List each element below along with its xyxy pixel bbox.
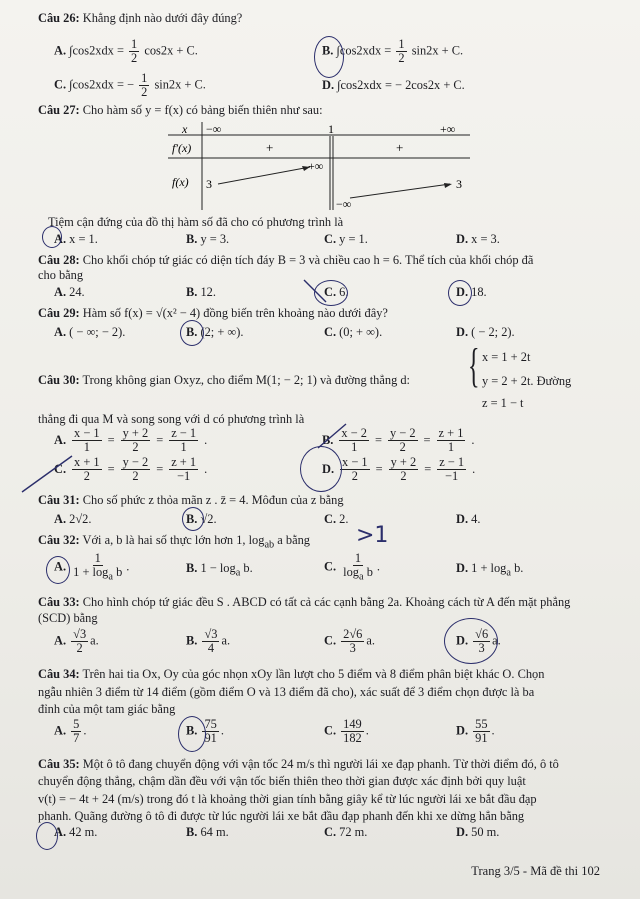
q27-title: Câu 27: [38, 103, 80, 117]
q26-c-num: 1 [141, 71, 148, 85]
q34-title: Câu 34: [38, 667, 80, 681]
q26-a-num: 1 [131, 37, 138, 51]
q35-option-d [456, 826, 499, 840]
q30-a-z-den: 1 [180, 440, 187, 455]
q26-c-rhs: sin2x + C. [154, 77, 206, 92]
q26-title: Câu 26: [38, 11, 80, 25]
q30-c-pen-cross [18, 452, 78, 496]
q33-option-b [186, 628, 230, 655]
q31-b-label: B. [186, 512, 198, 526]
q30-option-a [54, 427, 207, 454]
q35-text2: chuyển động thẳng, chậm dần đều với vận tốc biến thiên theo thời gian được xác định bởi quy luật [38, 774, 526, 788]
q27-variation-table [160, 122, 480, 212]
q31-text: Cho số phức z thỏa mãn z . z̄ = 4. Môđun của z bằng [82, 493, 344, 507]
q30-a-dot: . [204, 432, 208, 447]
q26-c-frac [139, 72, 149, 99]
q30-d-x-num: x − 1 [342, 455, 368, 469]
q30-text2: thẳng đi qua M và song song với d có phương trình là [38, 412, 305, 426]
q30-text: Trong không gian Oxyz, cho điểm M(1; − 2; 1) và đường thẳng d: [82, 373, 410, 387]
q30-b-eq2: = [423, 432, 431, 447]
q27-stem [38, 104, 323, 118]
q33-c-label: C. [324, 633, 337, 648]
q28-stem [38, 254, 533, 268]
q34-a-den: 7 [73, 731, 80, 746]
q31-option-a [54, 513, 91, 527]
q35-option-c [324, 826, 367, 840]
q30-sys-line2 [482, 374, 571, 389]
q32-c-label: C. [324, 559, 337, 574]
q26-b-den: 2 [398, 51, 405, 66]
q32-option-b [186, 562, 253, 579]
q32-a-den-sub: a [108, 571, 113, 583]
q33-text2: (SCD) bằng [38, 611, 98, 625]
q27-c-text: y = 1. [339, 232, 368, 246]
q34-a-label: A. [54, 723, 67, 738]
q32-a-den-text: 1 + log [73, 565, 109, 580]
table-f-end: 3 [456, 177, 462, 191]
q30-d-z-frac [437, 456, 466, 483]
q33-stem [38, 596, 570, 610]
table-f-start: 3 [206, 177, 212, 191]
q33-text: Cho hình chóp tứ giác đều S . ABCD có tất cả các cạnh bằng 2a. Khoảng cách từ A đến mặt phẳng [82, 595, 571, 609]
q30-a-x-den: 1 [83, 440, 90, 455]
q35-text: Một ô tô đang chuyển động với vận tốc 24 m/s thì người lái xe đạp phanh. Từ thời điểm đó, ô tô [82, 757, 559, 771]
q32-a-label: A. [54, 559, 67, 574]
q34-option-b: B. $\frac{75}{91}$ . [186, 717, 224, 746]
q29-title: Câu 29: [38, 306, 80, 320]
q28-option-a [54, 286, 85, 300]
q32-a-num: 1 [94, 551, 101, 565]
q26-a-label: A. [54, 43, 67, 58]
q27-a-text: x = 1. [69, 232, 98, 246]
q33-d-pen-circle [444, 618, 498, 664]
q32-c-den [341, 566, 375, 583]
q33-c-num: 2√6 [343, 627, 363, 641]
q30-c-label: C. [54, 461, 67, 476]
q29-c-text: (0; + ∞). [339, 325, 383, 339]
q29-d-label: D. [456, 325, 469, 339]
q29-a-text: ( − ∞; − 2). [69, 325, 126, 339]
q30-b-eq1: = [374, 432, 382, 447]
q32-d-sub: a [506, 567, 511, 579]
q30-b-z-num: z + 1 [438, 426, 464, 440]
q29-a-label: A. [54, 325, 67, 339]
q34-b-den: 91 [204, 731, 217, 746]
q32-text-tail: a bằng [274, 533, 310, 547]
q32-c-den-sub: a [359, 571, 364, 583]
q35-a-text: 42 m. [69, 825, 98, 839]
q30-b-y-den: 2 [399, 440, 406, 455]
q35-b-text: 64 m. [200, 825, 229, 839]
q32-a-pen-circle [46, 556, 70, 584]
q28-d-pen-circle [448, 280, 472, 306]
q29-b-text: (2; + ∞). [200, 325, 244, 339]
q31-d-text: 4. [471, 512, 481, 526]
q30-d-y-num: y + 2 [390, 455, 417, 469]
q31-title: Câu 31: [38, 493, 80, 507]
q35-a-pen-circle [36, 822, 58, 850]
q35-d-text: 50 m. [471, 825, 500, 839]
q34-text: Trên hai tia Ox, Oy của góc nhọn xOy lần lượt cho 5 điểm và 8 điểm phân biệt khác O. Chọn [82, 667, 545, 681]
q30-b-label: B. [322, 432, 334, 447]
q30-c-z-frac [169, 456, 198, 483]
q31-option-c [324, 513, 348, 527]
q30-c-x-den: 2 [83, 469, 90, 484]
q32-c-num: 1 [354, 551, 362, 565]
q29-stem [38, 307, 388, 321]
q34-c-den: 182 [343, 731, 362, 746]
q33-option-c [324, 628, 375, 655]
q30-d-eq2: = [424, 461, 432, 476]
q27-option-d [456, 233, 500, 247]
q28-c-label: C. [324, 285, 337, 299]
q33-d-suffix: a. [492, 633, 501, 648]
q26-a-den: 2 [131, 51, 138, 66]
q33-b-den: 4 [207, 641, 215, 656]
q28-b-label: B. [186, 285, 198, 299]
table-fprime-label: f′(x) [172, 141, 192, 155]
q30-title: Câu 30: [38, 373, 80, 387]
q32-d-tail: b. [510, 561, 524, 575]
q33-d-den: 3 [478, 641, 485, 656]
q30-d-eq1: = [375, 461, 383, 476]
q30-c-z-den: −1 [177, 469, 191, 484]
q29-b-label: B. [186, 325, 198, 339]
q28-d-label: D. [456, 285, 469, 299]
q33-a-den: 2 [76, 641, 83, 656]
q26-option-a [54, 38, 198, 65]
q30-c-z-num: z + 1 [171, 455, 197, 469]
q33-b-suffix: a. [221, 633, 231, 648]
q26-d-label: D. [322, 78, 335, 92]
q31-d-label: D. [456, 512, 469, 526]
q34-d-frac [473, 718, 489, 745]
q35-text4: phanh. Quãng đường ô tô đi được từ lúc người lái xe bắt đầu đạp phanh đến khi xe dừng hẳn bằng [38, 809, 525, 823]
q30-d-pen-circle [300, 446, 342, 492]
q29-b-pen-circle [180, 320, 204, 346]
q30-c-y-den: 2 [132, 469, 139, 484]
q30-d-x-frac [340, 456, 370, 483]
q34-c-frac [341, 718, 364, 745]
q26-a-frac [129, 38, 139, 65]
q29-text: Hàm số f(x) = √(x² − 4) đồng biến trên khoảng nào dưới đây? [82, 306, 388, 320]
q27-text2: Tiệm cận đứng của đồ thị hàm số đã cho có phương trình là [48, 215, 344, 229]
q33-a-frac [71, 628, 88, 655]
q33-a-num: √3 [73, 627, 87, 641]
q34-c-label: C. [324, 723, 337, 738]
q27-d-text: x = 3. [471, 232, 500, 246]
q30-d-y-frac [389, 456, 419, 483]
q33-d-label: D. [456, 633, 469, 648]
q27-b-label: B. [186, 232, 198, 246]
table-sign-left: + [266, 140, 274, 155]
q34-d-num: 55 [475, 717, 488, 731]
q32-d-label: D. [456, 561, 469, 575]
q26-c-label: C. [54, 77, 67, 92]
q28-a-label: A. [54, 285, 67, 299]
q33-title: Câu 33: [38, 595, 80, 609]
q32-b-text: 1 − log [200, 561, 236, 575]
q32-option-a: A. $\frac{1}{1 + \log_a b}$ . [54, 551, 130, 583]
q30-c-eq2: = [156, 461, 164, 476]
q31-a-label: A. [54, 512, 67, 526]
q30-a-x-num: x − 1 [74, 426, 100, 440]
q30-b-y-num: y − 2 [389, 426, 416, 440]
q30-d-x-den: 2 [351, 469, 358, 484]
q33-c-suffix: a. [366, 633, 375, 648]
q33-b-num: √3 [204, 627, 218, 641]
q35-c-label: C. [324, 825, 337, 839]
q34-c-num: 149 [343, 717, 362, 731]
q30-option-d [322, 456, 475, 483]
q31-b-pen-circle [182, 507, 204, 531]
q32-b-tail: b. [240, 561, 253, 575]
q34-text3: đỉnh của một tam giác bằng [38, 702, 176, 716]
q33-b-frac [202, 628, 219, 655]
table-x-label: x [182, 122, 188, 136]
q26-c-den: 2 [141, 85, 148, 100]
q26-option-c [54, 72, 206, 99]
table-x-mid: 1 [328, 122, 334, 136]
q30-d-label: D. [322, 461, 335, 476]
q27-option-b [186, 233, 229, 247]
q30-a-z-frac [169, 427, 198, 454]
q30-d-z-den: −1 [445, 469, 459, 484]
q33-a-suffix: a. [90, 633, 99, 648]
q35-b-label: B. [186, 825, 198, 839]
q35-option-a [54, 826, 97, 840]
q26-b-lhs: ∫cos2xdx = [336, 43, 392, 58]
q30-b-x-den: 1 [351, 440, 358, 455]
q29-c-label: C. [324, 325, 337, 339]
q30-sys-line1: x = 1 + 2t [482, 350, 531, 364]
q30-sys2-tail: Đường [536, 374, 572, 388]
q28-b-text: 12. [200, 285, 216, 299]
q30-a-eq2: = [156, 432, 164, 447]
q34-a-num: 5 [73, 717, 80, 731]
q30-a-y-frac [121, 427, 151, 454]
q30-d-dot: . [472, 461, 476, 476]
q30-a-y-num: y + 2 [122, 426, 149, 440]
q29-option-c [324, 326, 382, 340]
q32-a-den-tail: b [112, 565, 123, 580]
q28-title: Câu 28: [38, 253, 80, 267]
q30-c-dot: . [204, 461, 208, 476]
q31-c-label: C. [324, 512, 337, 526]
q30-b-dot: . [471, 432, 475, 447]
q26-b-frac [396, 38, 406, 65]
q30-d-z-num: z − 1 [439, 455, 465, 469]
q33-c-frac [341, 628, 364, 655]
q34-b-num: 75 [204, 717, 217, 731]
q28-text2: cho bằng [38, 268, 84, 282]
q30-c-y-frac [121, 456, 151, 483]
q34-b-label: B. [186, 723, 198, 738]
table-f-mid-bottom: −∞ [336, 197, 352, 211]
q34-b-pen-circle [178, 716, 206, 752]
q26-b-pen-circle [314, 36, 344, 78]
q35-a-label: A. [54, 825, 67, 839]
q34-stem [38, 668, 544, 682]
q30-a-eq1: = [107, 432, 115, 447]
q32-text: Với a, b là hai số thực lớn hơn 1, log [82, 533, 265, 547]
table-x-left: −∞ [206, 122, 222, 136]
q30-stem [38, 374, 410, 388]
q26-option-d [322, 79, 465, 93]
page-footer: Trang 3/5 - Mã đề thi 102 [471, 864, 600, 878]
q30-a-z-num: z − 1 [171, 426, 197, 440]
q32-d-text: 1 + log [471, 561, 507, 575]
q30-b-y-frac [388, 427, 418, 454]
q33-c-den: 3 [349, 641, 356, 656]
q31-a-text: 2√2. [69, 512, 92, 526]
table-f-mid-top: +∞ [308, 159, 324, 173]
q32-title: Câu 32: [38, 533, 80, 547]
q32-handwritten-note: >1 [356, 523, 389, 548]
q32-stem [38, 534, 310, 551]
q35-option-b [186, 826, 229, 840]
q33-b-label: B. [186, 633, 198, 648]
q32-c-frac [341, 552, 375, 583]
q26-stem [38, 12, 242, 26]
q26-b-label: B. [322, 43, 334, 58]
q27-a-label: A. [54, 232, 67, 246]
q32-a-frac [71, 552, 124, 583]
table-f-label: f(x) [172, 175, 189, 189]
q28-a-text: 24. [69, 285, 85, 299]
q31-option-d [456, 513, 480, 527]
q29-option-a [54, 326, 125, 340]
q27-option-c [324, 233, 368, 247]
q28-d-text: 18. [471, 285, 487, 299]
table-x-right: +∞ [440, 122, 456, 136]
q26-text: Khẳng định nào dưới đây đúng? [82, 11, 243, 25]
q27-b-text: y = 3. [200, 232, 230, 246]
q35-d-label: D. [456, 825, 469, 839]
q27-c-label: C. [324, 232, 337, 246]
q26-b-num: 1 [398, 37, 405, 51]
q33-option-a [54, 628, 99, 655]
q31-stem [38, 494, 344, 508]
q27-d-label: D. [456, 232, 469, 246]
q30-sys-line3: z = 1 − t [482, 396, 524, 410]
q29-option-d [456, 326, 515, 340]
q28-text: Cho khối chóp tứ giác có diện tích đáy B = 3 và chiều cao h = 6. Thể tích của khối chóp đã [82, 253, 534, 267]
q28-option-b [186, 286, 216, 300]
q34-option-a: A. $\frac{5}{7}$ . [54, 717, 87, 746]
q26-a-lhs: ∫cos2xdx = [69, 43, 124, 58]
q35-text3: v(t) = − 4t + 24 (m/s) trong đó t là khoảng thời gian tính bằng giây kể từ lúc người lái xe bắt đầu đạp [38, 792, 537, 806]
q32-option-d [456, 562, 523, 579]
q35-title: Câu 35: [38, 757, 80, 771]
q29-d-text: ( − 2; 2). [471, 325, 515, 339]
arrow-increase-left [218, 167, 310, 184]
q32-option-c: C. $\frac{1}{\log_a b}$ . [324, 551, 380, 583]
q28-pen-cross [300, 276, 330, 306]
q34-option-c: C. $\frac{149}{182}$ . [324, 717, 369, 746]
q28-c-text: 6. [339, 285, 349, 299]
q30-a-x-frac [72, 427, 102, 454]
q34-d-label: D. [456, 723, 469, 738]
q34-option-d: D. $\frac{55}{91}$ . [456, 717, 495, 746]
q30-b-z-frac [437, 427, 466, 454]
q30-d-y-den: 2 [400, 469, 407, 484]
q33-a-label: A. [54, 633, 67, 648]
q30-c-x-num: x + 1 [74, 455, 100, 469]
q34-d-den: 91 [475, 731, 488, 746]
q32-text-sub: ab [264, 539, 275, 551]
arrow-head-right [444, 183, 452, 188]
q26-c-lhs: ∫cos2xdx = − [69, 77, 135, 92]
arrow-increase-right [350, 184, 450, 198]
q32-c-den-tail: b [363, 565, 373, 580]
table-sign-right: + [396, 140, 404, 155]
q35-stem [38, 758, 559, 772]
q34-text2: ngẫu nhiên 3 điểm từ 14 điểm (gồm điểm O và 13 điểm đã cho), xác suất để 3 điểm chọn được là ba [38, 685, 535, 699]
q31-c-text: 2. [339, 512, 349, 526]
q32-b-label: B. [186, 561, 198, 575]
q27-text: Cho hàm số y = f(x) có bảng biến thiên như sau: [82, 103, 323, 117]
q30-a-label: A. [54, 432, 67, 447]
q30-c-eq1: = [107, 461, 115, 476]
q26-a-rhs: cos2x + C. [144, 43, 198, 58]
q30-system-brace: { [468, 339, 480, 392]
q30-c-y-num: y − 2 [122, 455, 149, 469]
q30-b-x-num: x − 2 [341, 426, 367, 440]
q34-a-frac [71, 718, 81, 745]
q30-sys2-text: y = 2 + 2t. [482, 374, 534, 388]
q27-a-pen-circle [42, 226, 62, 248]
q26-b-rhs: sin2x + C. [411, 43, 464, 58]
q32-b-sub: a [235, 567, 241, 579]
q32-a-den [71, 566, 124, 583]
q35-c-text: 72 m. [339, 825, 368, 839]
q26-d-text: ∫cos2xdx = − 2cos2x + C. [337, 78, 465, 92]
q33-d-num: √6 [475, 627, 489, 641]
q31-b-text: √2. [200, 512, 217, 526]
q32-c-den-text: log [343, 565, 359, 580]
q30-b-z-den: 1 [447, 440, 455, 455]
q30-a-y-den: 2 [132, 440, 139, 455]
